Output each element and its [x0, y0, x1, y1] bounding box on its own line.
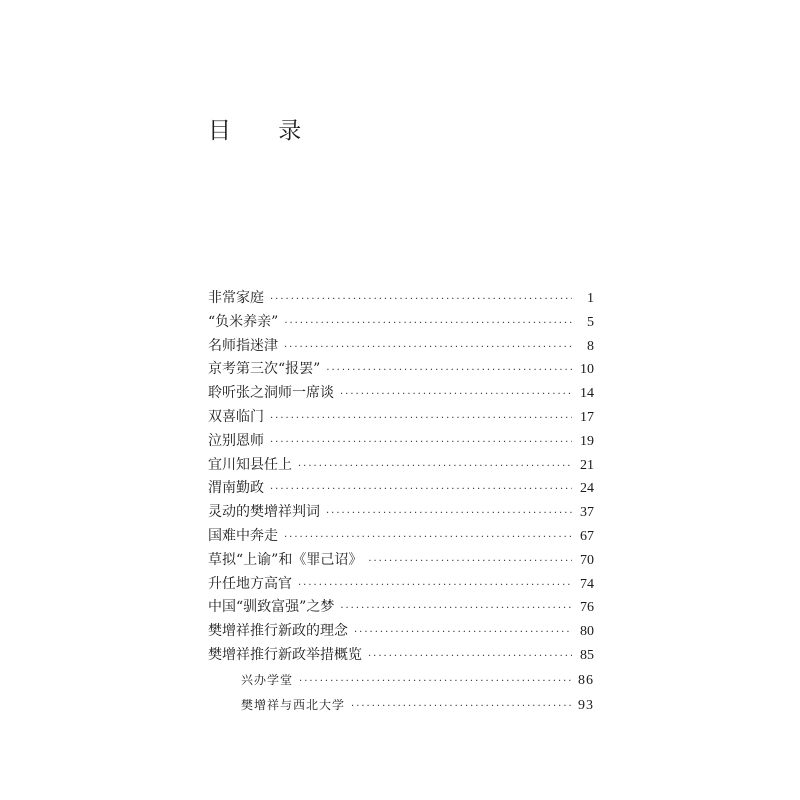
toc-subentry-page: 86: [578, 672, 594, 688]
toc-entry-title: 名师指迷津: [208, 337, 278, 354]
toc-entry[interactable]: [208, 311, 594, 335]
toc-entry-title: 中国“驯致富强”之梦: [208, 599, 335, 616]
toc-leader-dots: [326, 502, 572, 526]
page-title: 目 录: [208, 118, 322, 144]
toc-leader-dots: [284, 336, 572, 360]
toc-entry-title: 京考第三次“报罢”: [208, 361, 321, 378]
toc-entry[interactable]: [208, 382, 594, 406]
toc-leader-dots: [270, 478, 572, 502]
toc-subentry[interactable]: [208, 693, 594, 718]
toc-entry-page: 19: [580, 433, 594, 449]
toc-leader-dots: [354, 621, 572, 645]
toc-leader-dots: [284, 312, 572, 336]
toc-entry-title: 灵动的樊增祥判词: [208, 504, 320, 521]
toc-entry[interactable]: [208, 406, 594, 430]
toc-entry[interactable]: [208, 454, 594, 478]
toc-leader-dots: [368, 645, 572, 669]
toc-subentry-title: 樊增祥与西北大学: [241, 697, 346, 712]
toc-entry-title: 樊增祥推行新政举措概览: [208, 646, 362, 663]
toc-entry-page: 37: [580, 505, 594, 521]
toc-entry-title: 非常家庭: [208, 290, 264, 306]
toc-entry-title: 升任地方高官: [208, 575, 292, 592]
toc-subentry-title: 兴办学堂: [241, 672, 294, 687]
toc-leader-dots: [298, 574, 572, 598]
toc-entry-page: 14: [580, 386, 594, 402]
toc-entry-title: 国难中奔走: [208, 527, 278, 544]
toc-leader-dots: [340, 597, 572, 621]
toc-leader-dots: [270, 288, 572, 312]
toc-entry-page: 24: [580, 481, 594, 497]
toc-entry-title: 渭南勤政: [208, 480, 264, 497]
toc-entry-page: 5: [587, 314, 594, 330]
toc-entry[interactable]: [208, 596, 594, 620]
toc-entry[interactable]: [208, 620, 594, 644]
toc-entry-page: 67: [580, 528, 594, 544]
toc-leader-dots: [326, 359, 572, 383]
toc-entry-page: 74: [580, 576, 594, 592]
toc-subentry-page: 93: [578, 697, 594, 713]
toc-entry-title: “负米养亲”: [208, 313, 279, 330]
toc-entry-title: 宜川知县任上: [208, 456, 292, 473]
toc-entry-page: 76: [580, 600, 594, 616]
toc-entry-title: 聆听张之洞师一席谈: [208, 385, 334, 402]
toc-leader-dots: [270, 407, 572, 431]
toc-leader-dots: [351, 694, 572, 719]
toc-entry-page: 21: [580, 457, 594, 473]
toc-entry-title: 樊增祥推行新政的理念: [208, 623, 348, 640]
toc-entry[interactable]: [208, 358, 594, 382]
toc-entry-title: 草拟“上谕”和《罪己诏》: [208, 551, 363, 568]
toc-entry-page: 10: [580, 362, 594, 378]
toc-entry-page: 85: [580, 647, 594, 663]
toc-leader-dots: [270, 431, 572, 455]
toc-entry-page: 80: [580, 624, 594, 640]
toc-entry-page: 8: [587, 338, 594, 354]
toc-subentry[interactable]: [208, 668, 594, 693]
toc-entry-page: 1: [587, 291, 594, 306]
toc-entry[interactable]: [208, 335, 594, 359]
toc-leader-dots: [299, 669, 572, 694]
toc-entry[interactable]: [208, 430, 594, 454]
toc-entry[interactable]: [208, 287, 594, 311]
toc-entry[interactable]: [208, 644, 594, 668]
toc-entry-page: 17: [580, 409, 594, 425]
toc-leader-dots: [284, 526, 572, 550]
toc-entry-title: 泣别恩师: [208, 432, 264, 449]
toc-entry-page: 70: [580, 552, 594, 568]
table-of-contents: [208, 287, 594, 718]
toc-leader-dots: [368, 550, 572, 574]
toc-entry[interactable]: [208, 573, 594, 597]
toc-leader-dots: [298, 455, 572, 479]
toc-entry-title: 双喜临门: [208, 408, 264, 425]
toc-leader-dots: [340, 383, 572, 407]
toc-entry[interactable]: [208, 525, 594, 549]
toc-entry[interactable]: [208, 501, 594, 525]
toc-entry[interactable]: [208, 477, 594, 501]
toc-entry[interactable]: [208, 549, 594, 573]
